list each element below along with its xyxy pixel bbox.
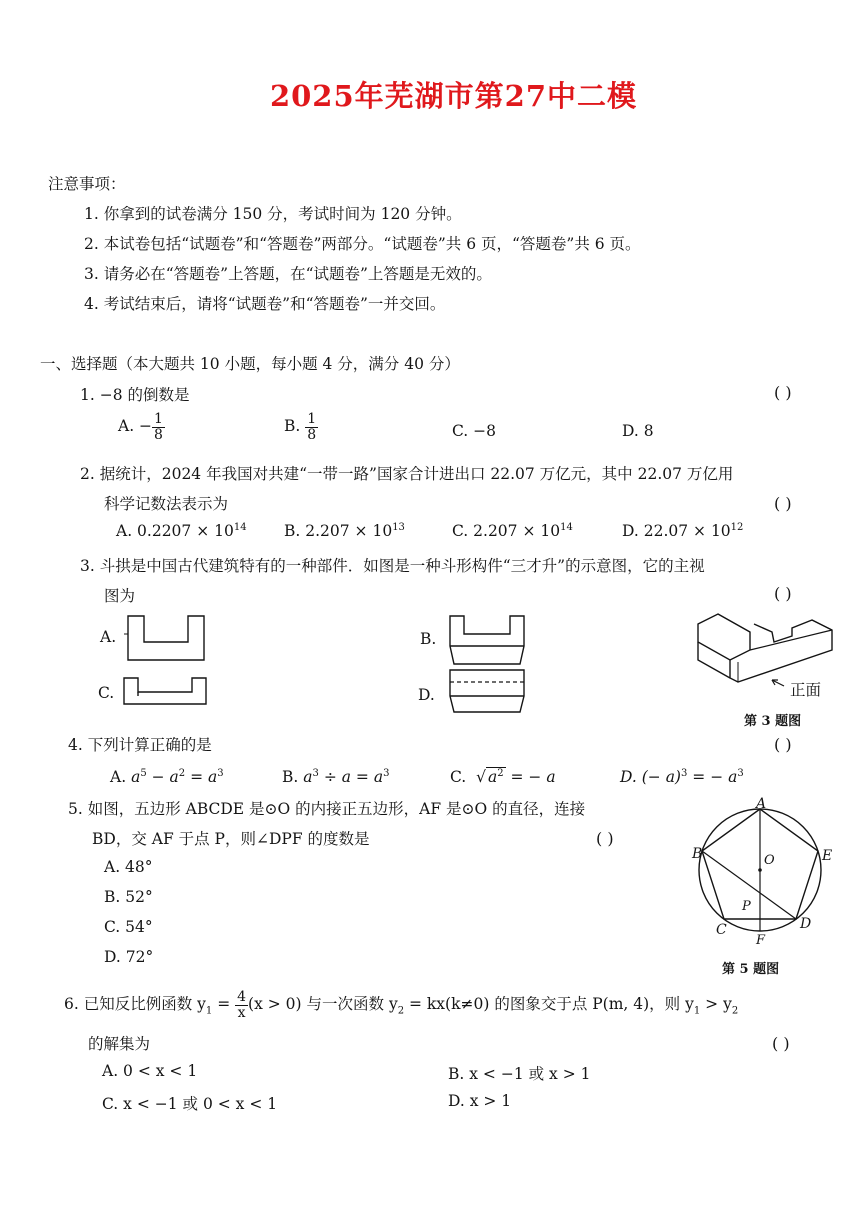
answer-paren: ( ) (772, 1034, 790, 1053)
answer-paren: ( ) (774, 494, 792, 513)
option-text: B. 2.207 × 10 (284, 522, 393, 540)
option-label: B. (284, 417, 301, 436)
point-label: F (756, 933, 766, 948)
q6-option-a: A. 0 < x < 1 (102, 1062, 198, 1080)
q6-option-d: D. x > 1 (448, 1092, 512, 1110)
q3-option-a-label: A. (100, 628, 117, 646)
q3-option-d-figure (446, 666, 530, 716)
point-label: B (692, 846, 703, 862)
q3-option-d-label: D. (418, 686, 435, 704)
stem-text: > y (700, 995, 732, 1014)
stem-text: = (212, 995, 236, 1014)
option-label: C. (450, 768, 467, 786)
q1-option-a (118, 412, 165, 442)
question-5-line1: 5. 如图，五边形 ABCDE 是⊙O 的内接正五边形，AF 是⊙O 的直径，连接 (68, 800, 586, 818)
exponent: 14 (560, 521, 573, 533)
exponent: 2 (497, 767, 504, 779)
q3-option-c-figure (120, 674, 212, 708)
question-2-line2: 科学记数法表示为 (104, 495, 229, 513)
subscript: 2 (397, 1005, 405, 1017)
variable: a (131, 768, 141, 786)
figure-caption: 第 3 题图 (744, 714, 802, 729)
option-label: A. (110, 768, 127, 786)
expr: = − a (505, 768, 556, 786)
option-label: A. − (118, 417, 153, 436)
denominator: x (237, 1004, 246, 1021)
exponent: 3 (737, 767, 744, 779)
point-label: E (822, 848, 833, 864)
point-label: C (716, 922, 727, 938)
question-2-line1: 2. 据统计，2024 年我国对共建“一带一路”国家合计进出口 22.07 万亿元，其中 22.07 万亿用 (80, 465, 734, 483)
stem-text: 6. 已知反比例函数 y (64, 995, 206, 1014)
point-label: P (742, 899, 751, 914)
q3-option-a-figure (122, 612, 212, 664)
exponent: 2 (178, 767, 186, 779)
option-text: D. 22.07 × 10 (622, 522, 731, 540)
notice-item: 2. 本试卷包括“试题卷”和“答题卷”两部分。“试题卷”共 6 页，“答题卷”共 6 页。 (84, 235, 641, 253)
front-label: 正面 (790, 681, 822, 699)
figure-caption: 第 5 题图 (722, 962, 780, 977)
q5-option-a: A. 48° (104, 858, 153, 876)
exponent: 13 (392, 521, 405, 533)
answer-paren: ( ) (774, 735, 792, 754)
q2-option-b (284, 522, 405, 540)
q3-option-b-figure (446, 612, 530, 668)
subscript: 1 (205, 1005, 213, 1017)
question-3-line1: 3. 斗拱是中国古代建筑特有的一种部件．如图是一种斗形构件“三才升”的示意图，它的主视 (80, 557, 705, 575)
option-label: B. (282, 768, 299, 786)
question-5-line2: BD，交 AF 于点 P，则∠DPF 的度数是 (92, 830, 370, 848)
exponent: 14 (233, 521, 247, 533)
stem-text: = kx(k≠0) 的图象交于点 P(m, 4)，则 y (404, 995, 694, 1014)
denominator: 8 (307, 426, 317, 443)
question-6-line2: 的解集为 (88, 1035, 151, 1053)
q6-option-b: B. x < −1 或 x > 1 (448, 1065, 591, 1083)
exponent: 3 (217, 767, 224, 779)
expr: = − a (687, 768, 738, 786)
answer-paren: ( ) (774, 584, 792, 603)
question-6-line1 (64, 990, 738, 1020)
variable: a (487, 768, 498, 786)
subscript: 2 (731, 1005, 739, 1017)
numerator: 4 (237, 989, 247, 1005)
q2-option-c (452, 522, 573, 540)
section-heading: 一、选择题（本大题共 10 小题，每小题 4 分，满分 40 分） (40, 355, 460, 373)
q6-option-c: C. x < −1 或 0 < x < 1 (102, 1095, 278, 1113)
exponent: 12 (730, 521, 744, 533)
expr: ÷ a = a (318, 768, 384, 786)
exponent: 5 (140, 767, 147, 779)
q4-option-c: C. √ $a^2$ = − a (450, 767, 556, 786)
q1-option-b (284, 412, 318, 442)
q2-option-d (622, 522, 743, 540)
point-label: A (756, 796, 767, 812)
q3-option-c-label: C. (98, 684, 115, 702)
subscript: 1 (693, 1005, 701, 1017)
q4-option-b (282, 768, 389, 786)
option-text: A. 0.2207 × 10 (116, 522, 234, 540)
option-text: C. 2.207 × 10 (452, 522, 561, 540)
center-point (758, 868, 762, 872)
q5-option-b: B. 52° (104, 888, 153, 906)
q5-circle-figure (690, 798, 840, 948)
q2-option-a (116, 522, 247, 540)
q4-option-d (620, 768, 744, 786)
exponent: 3 (680, 767, 688, 779)
numerator: 1 (154, 411, 163, 427)
notice-heading: 注意事项： (48, 175, 126, 193)
answer-paren: ( ) (596, 829, 614, 848)
expr: = a (185, 768, 218, 786)
q5-option-c: C. 54° (104, 918, 153, 936)
notice-item: 3. 请务必在“答题卷”上答题，在“试题卷”上答题是无效的。 (84, 265, 492, 283)
q5-option-d: D. 72° (104, 948, 154, 966)
exponent: 3 (312, 767, 319, 779)
q3-option-b-label: B. (420, 630, 437, 648)
denominator: 8 (154, 426, 163, 443)
notice-item: 4. 考试结束后，请将“试题卷”和“答题卷”一并交回。 (84, 295, 446, 313)
notice-item: 1. 你拿到的试卷满分 150 分，考试时间为 120 分钟。 (84, 205, 462, 223)
exponent: 3 (383, 767, 390, 779)
question-1-stem: 1. −8 的倒数是 (80, 386, 190, 404)
expr: − a (146, 768, 179, 786)
answer-paren: ( ) (774, 383, 792, 402)
numerator: 1 (307, 411, 317, 427)
point-label: O (764, 853, 775, 868)
q1-option-c: C. −8 (452, 422, 497, 440)
point-label: D (800, 916, 812, 932)
variable: a (303, 768, 313, 786)
question-4-stem: 4. 下列计算正确的是 (68, 736, 212, 754)
page-title: 2025年芜湖市第27中二模 (269, 79, 638, 113)
q1-option-d: D. 8 (622, 422, 654, 440)
option-label: D. (− a) (620, 768, 681, 786)
question-3-line2: 图为 (104, 587, 136, 605)
q4-option-a (110, 768, 224, 786)
stem-text: (x > 0) 与一次函数 y (248, 995, 398, 1014)
